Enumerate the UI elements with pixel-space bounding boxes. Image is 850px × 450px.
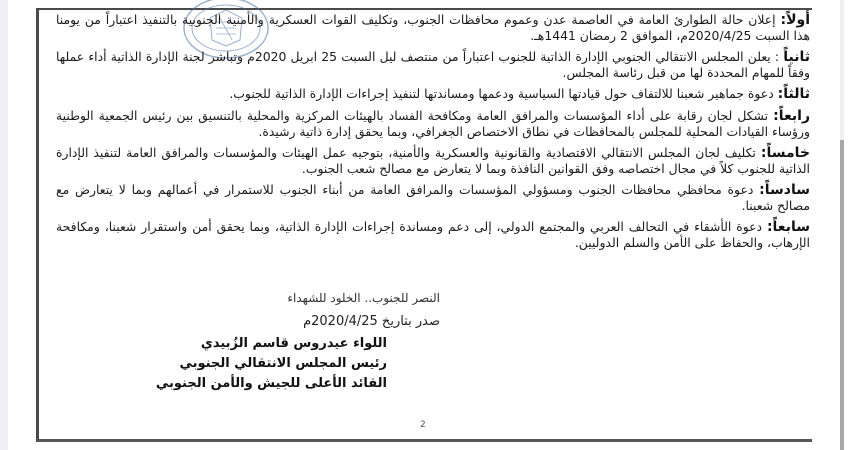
decree-item-7: سابعاً: دعوة الأشقاء في التحالف العربي والمجتمع الدولي، إلى دعم ومساندة إجراءات الإدارة الذاتية، وبما يحقق أمن واستقرار شعبنا، ومكافحة الإرهاب، والحفاظ على الأمن والسلم الدوليين. <box>56 219 810 250</box>
document-page <box>8 0 812 450</box>
decree-item-3: ثالثاً: دعوة جماهير شعبنا للالتفاف حول قيادتها السياسية ودعمها ومساندتها لتنفيذ إجراءات الإدارة الذاتية للجنوب. <box>229 86 810 102</box>
decree-item-6: سادساً: دعوة محافظي محافظات الجنوب ومسؤولي المؤسسات والمرافق العامة من أبناء الجنوب للاستمرار في أعمالهم وبما لا يتعارض مع مصالح شعبنا. <box>56 182 810 213</box>
signatory-title-1: رئيس المجلس الانتقالي الجنوبي <box>179 356 387 371</box>
signatory-name: اللواء عيدروس قاسم الزُبيدي <box>200 336 387 351</box>
decree-body <box>56 12 810 256</box>
signatory-title-2: القائد الأعلى للجيش والأمن الجنوبي <box>155 376 387 391</box>
issue-date: صدر بتاريخ 2020/4/25م <box>303 314 440 329</box>
decree-item-1: أولاً: إعلان حالة الطوارئ العامة في العاصمة عدن وعموم محافظات الجنوب، وتكليف القوات العسكرية والأمنية الجنوبية بالتنفيذ اعتباراً من يومنا هذا السبت 2020/4/25م، الموافق 2 رمضان 1441هـ. <box>56 12 810 43</box>
scrollbar-thumb[interactable] <box>840 140 844 450</box>
right-gutter <box>812 0 850 450</box>
page-number: 2 <box>420 420 426 430</box>
closing-slogan: النصر للجنوب.. الخلود للشهداء <box>287 291 440 305</box>
decree-item-2: ثانياً : يعلن المجلس الانتقالي الجنوبي الإدارة الذاتية للجنوب اعتباراً من منتصف ليل السبت 25 ابريل 2020م وتباشر لجنة الإدارة الذاتية أداء عملها وفقاً للمهام المحددة لها من قبل رئاسة المجلس. <box>56 49 811 80</box>
decree-item-4: رابعاً: تشكل لجان رقابة على أداء المؤسسات والمرافق العامة ومكافحة الفساد بالهيئات المركزية والمحلية بالتنسيق بين رئيس الجمعية الوطنية ورؤساء القيادات المحلية للمجلس بالمحافظات في نطاق الاختصاص الجغرافي، وبما يحقق إدارة ذاتية رشيدة. <box>56 108 810 139</box>
decree-item-5: خامساً: تكليف لجان المجلس الانتقالي الاقتصادية والقانونية والعسكرية والأمنية، بتوجيه عمل الهيئات والمؤسسات والمرافق العامة لتنفيذ الإدارة الذاتية للجنوب كلاً في مجال اختصاصه وفق القوانين النافذة وبما لا يتعارض مع مصالح شعب الجنوب. <box>56 145 810 176</box>
